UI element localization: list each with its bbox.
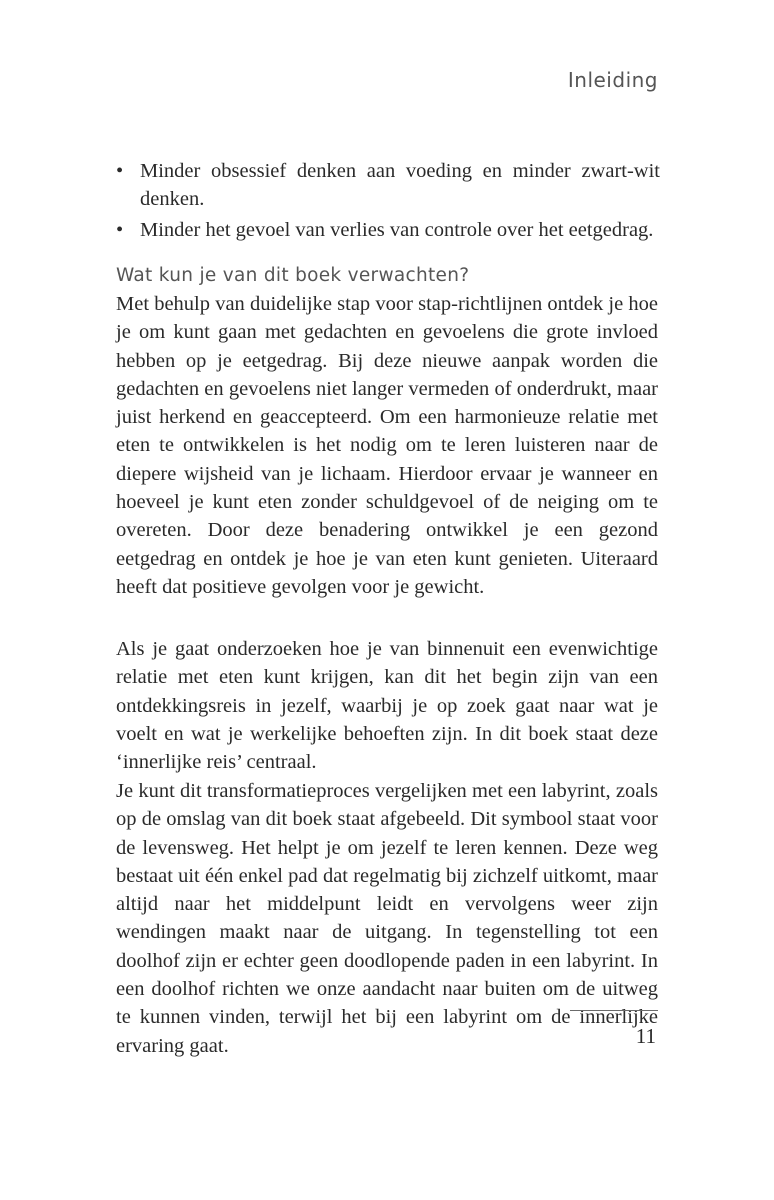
body-paragraph: Je kunt dit transformatieproces vergelijken met een labyrint, zoals op de omslag van dit boek staat afgebeeld. Dit symbool staat voor de levensweg. Het helpt je om jezelf te leren kennen. Deze weg bestaat uit één enkel pad dat regelmatig bij zichzelf uitkomt, maar altijd naar het middelpunt leidt en vervolgens weer zijn wendingen maakt naar de uitgang. In tegenstelling tot een doolhof zijn er echter geen doodlopende paden in een labyrint. In een doolhof richten we onze aandacht naar buiten om de uitweg te kunnen vinden, terwijl het bij een labyrint om de innerlijke ervaring gaat. (116, 780, 658, 1057)
bullet-marker: • (116, 160, 124, 182)
list-item (114, 157, 660, 214)
footer-divider (570, 1010, 658, 1011)
section-heading: Wat kun je van dit boek verwachten? (116, 265, 470, 286)
bullet-marker: • (116, 218, 124, 241)
bullet-list (114, 157, 660, 246)
page-number: 11 (635, 1024, 656, 1048)
body-paragraph: Met behulp van duidelijke stap voor stap-richtlijnen ontdek je hoe je om kunt gaan met gedachten en gevoelens die grote invloed hebben op je eetgedrag. Bij deze nieuwe aanpak worden die gedachten en gevoelens niet langer vermeden of onderdrukt, maar juist herkend en geaccepteerd. Om een harmonieuze relatie met eten te ontwikkelen is het nodig om te leren luisteren naar de diepere wijsheid van je lichaam. Hierdoor ervaar je wanneer en hoeveel je kunt eten zonder schuldgevoel of de neiging om te overeten. Door deze benadering ontwikkel je een gezond eetgedrag en ontdek je hoe je van eten kunt genieten. Uiteraard heeft dat positieve gevolgen voor je gewicht. (116, 293, 658, 598)
list-item (114, 216, 660, 244)
bullet-text: Minder obsessief denken aan voeding en minder zwart-wit denken. (140, 160, 660, 211)
running-head-title: Inleiding (567, 68, 658, 92)
body-paragraph: Als je gaat onderzoeken hoe je van binnenuit een evenwichtige relatie met eten kunt krijgen, kan dit het begin zijn van een ontdekkingsreis in jezelf, waarbij je op zoek gaat naar wat je voelt en wat je werkelijke behoeften zijn. In dit boek staat deze ‘innerlijke reis’ centraal. (116, 638, 658, 774)
bullet-text: Minder het gevoel van verlies van controle over het eetgedrag. (140, 218, 654, 241)
